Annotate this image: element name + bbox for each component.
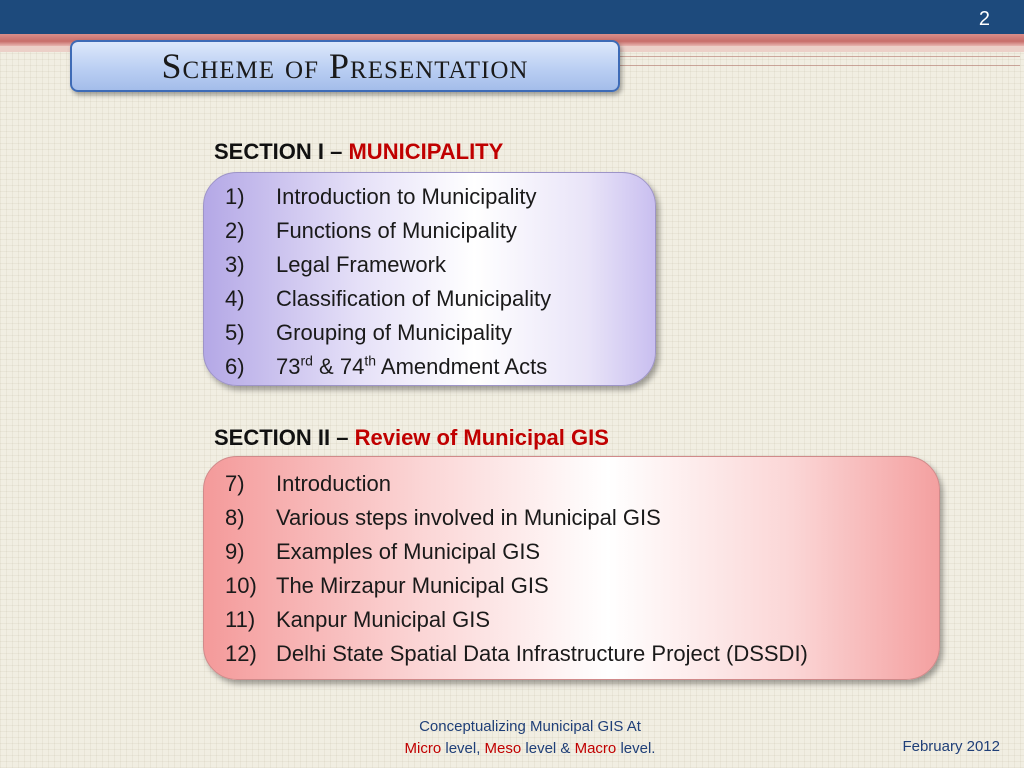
superscript-rd: rd [300,352,313,369]
item-number: 11) [225,607,256,632]
item-number: 3) [225,252,245,277]
section2-heading [214,425,609,451]
item-number: 12) [225,641,257,666]
item-number: 6) [225,354,245,379]
item-text: Introduction [276,471,391,496]
section1-heading [214,139,503,165]
list-item [225,535,808,569]
footer-meso: Meso [484,740,522,757]
list-item [225,350,551,384]
list-item [225,501,808,535]
item-number: 7) [225,471,245,496]
list-item [225,637,808,671]
item-number: 8) [225,505,245,530]
item-number: 1) [225,184,245,209]
item-number: 2) [225,218,245,243]
item-text: Legal Framework [276,252,446,277]
section2-prefix: SECTION II – [214,425,355,450]
list-item [225,282,551,316]
section1-prefix: SECTION I – [214,139,349,164]
footer-date: February 2012 [902,738,1000,755]
item-text: Delhi State Spatial Data Infrastructure Project (DSSDI) [276,641,808,666]
footer-level2: level & [521,740,575,757]
header-bar [0,0,1024,34]
title-box [70,40,620,92]
list-item [225,569,808,603]
item-number: 5) [225,320,245,345]
item-text: Examples of Municipal GIS [276,539,541,564]
footer-line2 [340,738,720,760]
item-number: 4) [225,286,245,311]
section1-list [225,180,551,384]
item-text: Grouping of Municipality [276,320,513,345]
list-item [225,603,808,637]
item-text: Kanpur Municipal GIS [276,607,490,632]
title-rule [620,56,1020,66]
item-text-part-c: Amendment Acts [376,354,548,379]
item-text-part-b: & 74 [312,354,365,379]
section1-highlight: MUNICIPALITY [348,139,504,164]
list-item [225,214,551,248]
list-item [225,180,551,214]
section2-list [225,467,808,671]
item-text: Various steps involved in Municipal GIS [276,505,661,530]
superscript-th: th [364,352,376,369]
slide-number: 2 [978,8,990,30]
item-number: 10) [225,573,257,598]
list-item [225,316,551,350]
slide-title: Scheme of Presentation [161,46,529,86]
section2-highlight: Review of Municipal GIS [354,425,609,450]
footer-micro: Micro [404,740,442,757]
item-text: The Mirzapur Municipal GIS [276,573,549,598]
list-item [225,467,808,501]
item-text: Classification of Municipality [276,286,552,311]
item-text-part-a: 73 [276,354,301,379]
list-item [225,248,551,282]
item-text: Functions of Municipality [276,218,517,243]
item-number: 9) [225,539,245,564]
item-text: Introduction to Municipality [276,184,537,209]
footer-macro: Macro [574,740,617,757]
footer-line1: Conceptualizing Municipal GIS At [419,718,641,735]
footer-caption [340,716,720,760]
footer-level3: level. [616,740,656,757]
footer-level1: level, [441,740,485,757]
